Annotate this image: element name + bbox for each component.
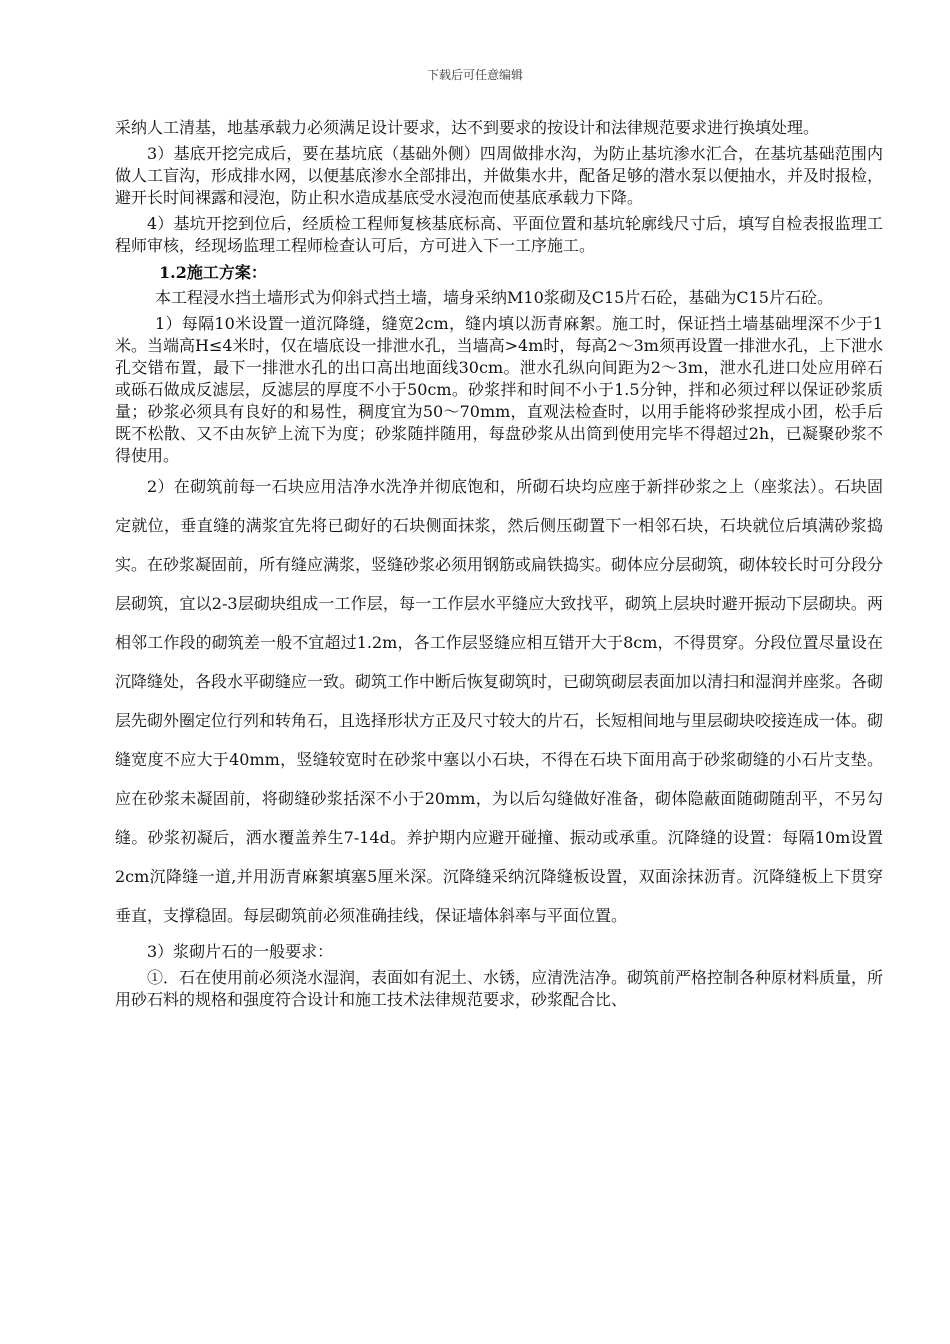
paragraph-project-overview: 本工程浸水挡土墙形式为仰斜式挡土墙，墙身采纳M10浆砌及C15片石砼，基础为C15片石砼。 (155, 288, 833, 307)
paragraph-drainage: 3）基底开挖完成后，要在基坑底（基础外侧）四周做排水沟，为防止基坑渗水汇合，在基坑基础范围内做人工盲沟，形成排水网，以便基底渗水全部排出，并做集水井，配备足够的潜水泵以便抽水，并及时报检，避开长时间裸露和浸泡，防止积水造成基底受水浸泡而使基底承载力下降。 (115, 144, 884, 207)
document-body (115, 117, 883, 1015)
paragraph-stone-requirements: ①．石在使用前必须浇水湿润，表面如有泥土、水锈，应清洗洁净。砌筑前严格控制各种原材料质量，所用砂石料的规格和强度符合设计和施工技术法律规范要求，砂浆配合比、 (115, 968, 884, 1009)
paragraph-inspection: 4）基坑开挖到位后，经质检工程师复核基底标高、平面位置和基坑轮廓线尺寸后，填写自检表报监理工程师审核，经现场监理工程师检查认可后，方可进入下一工序施工。 (115, 214, 883, 255)
paragraph-general-requirements-title: 3）浆砌片石的一般要求： (147, 942, 334, 961)
paragraph-masonry-method: 2）在砌筑前每一石块应用洁净水洗净并彻底饱和，所砌石块均应座于新拌砂浆之上（座浆法）。石块固定就位，垂直缝的满浆宜先将已砌好的石块侧面抹浆，然后侧压砌置下一相邻石块，石块就位后填满砂浆捣实。在砂浆凝固前，所有缝应满浆，竖缝砂浆必须用钢筋或扁铁捣实。砌体应分层砌筑，砌体较长时可分段分层砌筑，宜以2-3层砌块组成一工作层，每一工作层水平缝应大致找平，砌筑上层块时避开振动下层砌块。两相邻工作段的砌筑差一般不宜超过1.2m，各工作层竖缝应相互错开大于8cm，不得贯穿。分段位置尽量设在沉降缝处，各段水平砌缝应一致。砌筑工作中断后恢复砌筑时，已砌筑砌层表面加以清扫和湿润并座浆。各砌层先砌外圈定位行列和转角石，且选择形状方正及尺寸较大的片石，长短相间地与里层砌块咬接连成一体。砌缝宽度不应大于40mm，竖缝较宽时在砂浆中塞以小石块，不得在石块下面用高于砂浆砌缝的小石片支垫。应在砂浆未凝固前，将砌缝砂浆括深不小于20mm，为以后勾缝做好准备，砌体隐蔽面随砌随刮平，不另勾缝。砂浆初凝后，洒水覆盖养生7-14d。养护期内应避开碰撞、振动或承重。沉降缝的设置：每隔10m设置2cm沉降缝一道,并用沥青麻絮填塞5厘米深。沉降缝采纳沉降缝板设置，双面涂抹沥青。沉降缝板上下贯穿垂直，支撑稳固。每层砌筑前必须准确挂线，保证墙体斜率与平面位置。 (115, 477, 884, 925)
paragraph-settlement-joints: 1）每隔10米设置一道沉降缝，缝宽2cm，缝内填以沥青麻絮。施工时，保证挡土墙基础埋深不少于1米。当端高H≤4米时，仅在墙底设一排泄水孔，当墙高>4m时，每高2～3m须再设置一排泄水孔，上下泄水孔交错布置，最下一排泄水孔的出口高出地面线30cm。泄水孔纵向间距为2～3m，泄水孔进口处应用碎石或砾石做成反滤层，反滤层的厚度不小于50cm。砂浆拌和时间不小于1.5分钟，拌和必须过秤以保证砂浆质量；砂浆必须具有良好的和易性，稠度宜为50～70mm，直观法检查时，以用手能将砂浆捏成小团，松手后既不松散、又不由灰铲上流下为度；砂浆随拌随用，每盘砂浆从出筒到使用完毕不得超过2h，已凝聚砂浆不得使用。 (115, 314, 883, 465)
section-heading: 1.2施工方案： (159, 263, 267, 282)
paragraph-foundation-cleaning: 采纳人工清基，地基承载力必须满足设计要求，达不到要求的按设计和法律规范要求进行换填处理。 (115, 118, 820, 137)
page-header-note: 下载后可任意编辑 (426, 68, 523, 82)
